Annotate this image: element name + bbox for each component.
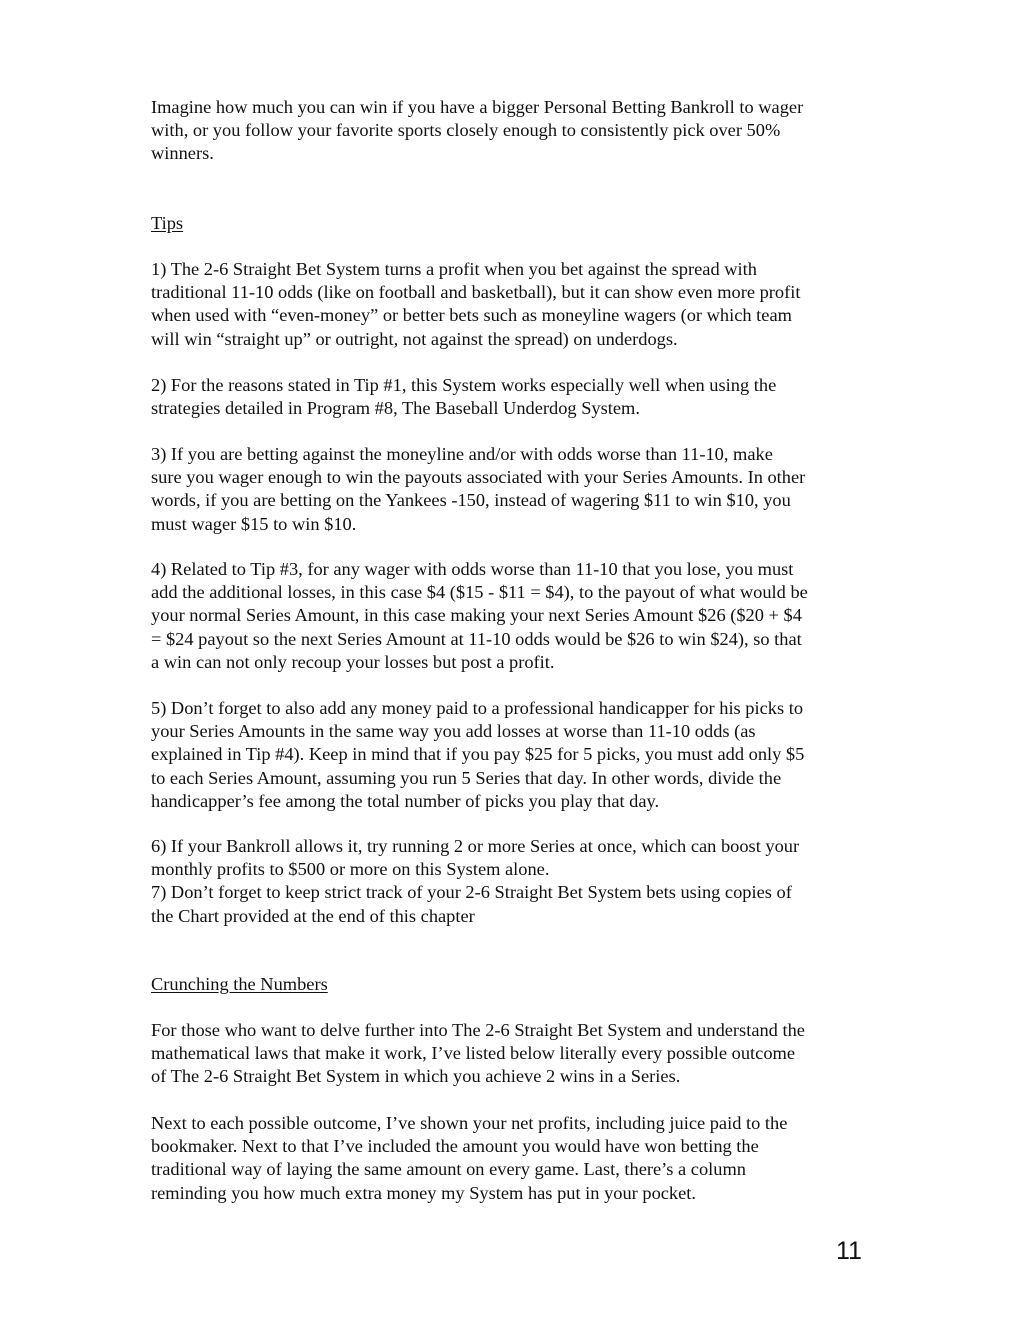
crunching-heading: Crunching the Numbers: [151, 974, 328, 994]
text-line: explained in Tip #4). Keep in mind that if you pay $25 for 5 picks, you must add only $5: [151, 744, 805, 765]
text-line: 1) The 2-6 Straight Bet System turns a profit when you bet against the spread with: [151, 259, 757, 279]
tip-4-paragraph: [151, 558, 881, 674]
text-line: to each Series Amount, assuming you run 5 Series that day. In other words, divide the: [151, 767, 782, 788]
text-line: your normal Series Amount, in this case making your next Series Amount $26 ($20 + $4: [151, 605, 802, 626]
crunching-paragraph-1: [151, 1019, 881, 1089]
tips-heading-block: [151, 212, 881, 235]
text-line: words, if you are betting on the Yankees -150, instead of wagering $11 to win $10, you: [151, 490, 791, 511]
text-line: handicapper’s fee among the total number of picks you play that day.: [151, 790, 660, 811]
text-line: 7) Don’t forget to keep strict track of your 2-6 Straight Bet System bets using copies of: [151, 882, 792, 903]
page-number: 11: [836, 1237, 862, 1265]
text-line: 5) Don’t forget to also add any money paid to a professional handicapper for his picks to: [151, 698, 804, 718]
text-line: of The 2-6 Straight Bet System in which you achieve 2 wins in a Series.: [151, 1066, 681, 1087]
text-line: traditional 11-10 odds (like on football and basketball), but it can show even more profit: [151, 282, 801, 303]
text-line: will win “straight up” or outright, not against the spread) on underdogs.: [151, 328, 678, 349]
text-line: with, or you follow your favorite sports closely enough to consistently pick over 50%: [151, 120, 781, 141]
text-line: Imagine how much you can win if you have a bigger Personal Betting Bankroll to wager: [151, 97, 804, 117]
text-line: monthly profits to $500 or more on this System alone.: [151, 859, 550, 880]
intro-paragraph: [151, 96, 881, 166]
tip-5-paragraph: [151, 697, 881, 813]
text-line: when used with “even-money” or better bets such as moneyline wagers (or which team: [151, 305, 792, 326]
text-line: 3) If you are betting against the moneyline and/or with odds worse than 11-10, make: [151, 444, 773, 464]
text-line: reminding you how much extra money my System has put in your pocket.: [151, 1182, 696, 1203]
text-line: must wager $15 to win $10.: [151, 513, 357, 534]
tips-heading: Tips: [151, 213, 184, 233]
text-line: your Series Amounts in the same way you add losses at worse than 11-10 odds (as: [151, 721, 756, 742]
text-line: strategies detailed in Program #8, The Baseball Underdog System.: [151, 398, 640, 419]
text-line: the Chart provided at the end of this chapter: [151, 905, 475, 926]
text-line: Next to each possible outcome, I’ve shown your net profits, including juice paid to the: [151, 1113, 788, 1133]
text-line: a win can not only recoup your losses but post a profit.: [151, 651, 555, 672]
tip-1-paragraph: [151, 258, 881, 351]
text-line: bookmaker. Next to that I’ve included the amount you would have won betting the: [151, 1136, 759, 1157]
text-line: 2) For the reasons stated in Tip #1, this System works especially well when using the: [151, 375, 777, 395]
text-line: = $24 payout so the next Series Amount at 11-10 odds would be $26 to win $24), so that: [151, 628, 802, 649]
text-line: traditional way of laying the same amount on every game. Last, there’s a column: [151, 1159, 746, 1180]
crunching-paragraph-2: [151, 1112, 881, 1205]
text-line: mathematical laws that make it work, I’ve listed below literally every possible outcome: [151, 1043, 795, 1064]
crunching-heading-block: [151, 973, 881, 996]
text-line: sure you wager enough to win the payouts associated with your Series Amounts. In other: [151, 467, 806, 488]
text-line: For those who want to delve further into The 2-6 Straight Bet System and understand the: [151, 1020, 805, 1040]
tip-2-paragraph: [151, 374, 881, 420]
text-line: 6) If your Bankroll allows it, try running 2 or more Series at once, which can boost your: [151, 836, 800, 856]
tip-6-7-paragraph: [151, 835, 881, 928]
tip-3-paragraph: [151, 443, 881, 536]
text-line: 4) Related to Tip #3, for any wager with odds worse than 11-10 that you lose, you must: [151, 559, 794, 579]
text-line: add the additional losses, in this case $4 ($15 - $11 = $4), to the payout of what would be: [151, 582, 808, 603]
text-line: winners.: [151, 143, 214, 164]
